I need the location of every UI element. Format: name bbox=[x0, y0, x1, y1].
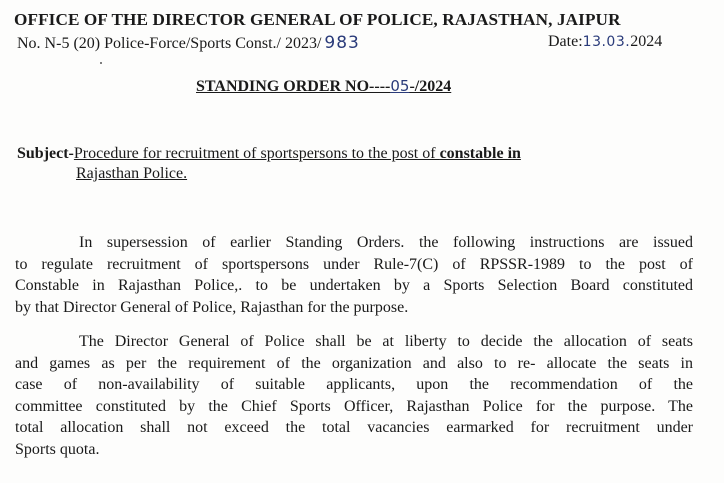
subject-text: Procedure for recruitment of sportspersons to the post of bbox=[73, 145, 440, 162]
handwritten-date: 13.03. bbox=[582, 34, 631, 50]
stray-mark bbox=[100, 62, 102, 64]
order-suffix: -/2024 bbox=[409, 78, 452, 95]
subject-block bbox=[17, 144, 697, 184]
date-year: 2024 bbox=[630, 33, 663, 50]
paragraph-line: Constable in Rajasthan Police,. to be undertaken by a Sports Selection Board constituted bbox=[15, 277, 693, 295]
paragraph-line: In supersession of earlier Standing Orders. the following instructions are issued bbox=[79, 234, 693, 251]
paragraph-line: case of non-availability of suitable applicants, upon the recommendation of the bbox=[15, 376, 693, 394]
paragraph-line: committee constituted by the Chief Sports Officer, Rajasthan Police for the purpose. The bbox=[15, 397, 693, 415]
handwritten-order-number: 05 bbox=[390, 77, 410, 95]
date-line bbox=[548, 33, 662, 51]
subject-label: Subject- bbox=[17, 145, 74, 162]
office-title: OFFICE OF THE DIRECTOR GENERAL OF POLICE, RAJASTHAN, JAIPUR bbox=[14, 10, 621, 29]
subject-line-2: Rajasthan Police. bbox=[76, 165, 188, 182]
paragraph-line: by that Director General of Police, Rajasthan for the purpose. bbox=[15, 298, 409, 316]
paragraph-line: and games as per the requirement of the organization and also to re- allocate the seats in bbox=[15, 354, 693, 372]
handwritten-reference-number: 983 bbox=[324, 33, 360, 53]
paragraph-line: total allocation shall not exceed the total vacancies earmarked for recruitment under bbox=[15, 419, 693, 437]
reference-prefix: No. N-5 (20) Police-Force/Sports Const./ 2023/ bbox=[17, 35, 322, 52]
paragraph-line: Sports quota. bbox=[15, 440, 100, 458]
subject-emphasis: constable in bbox=[439, 145, 521, 162]
order-prefix: STANDING ORDER NO---- bbox=[196, 78, 391, 95]
paragraph-line: The Director General of Police shall be at liberty to decide the allocation of seats bbox=[79, 333, 693, 350]
reference-number-line bbox=[17, 33, 360, 53]
paragraph-line: to regulate recruitment of sportspersons under Rule-7(C) of RPSSR-1989 to the post of bbox=[15, 255, 693, 273]
date-label: Date: bbox=[548, 33, 583, 50]
paragraph-2 bbox=[15, 331, 693, 461]
standing-order-title bbox=[196, 77, 451, 96]
paragraph-1 bbox=[15, 232, 693, 318]
